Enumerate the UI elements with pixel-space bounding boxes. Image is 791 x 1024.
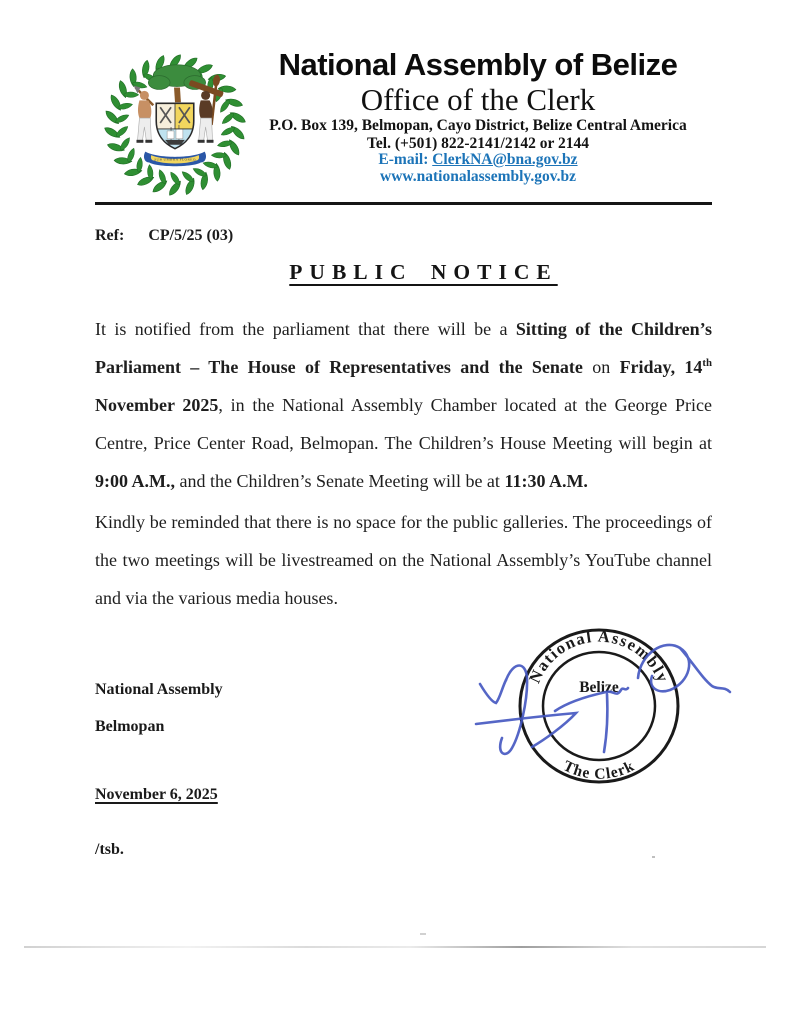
notice-title-wrap xyxy=(95,260,712,285)
email-label: E-mail: xyxy=(378,151,433,168)
stamp-belize-text: Belize xyxy=(579,679,619,696)
sender-org: National Assembly xyxy=(95,681,223,698)
reference-label: Ref: xyxy=(95,227,125,244)
org-name: National Assembly of Belize xyxy=(278,47,678,82)
email-link[interactable]: ClerkNA@bna.gov.bz xyxy=(432,151,578,168)
address-line: P.O. Box 139, Belmopan, Cayo District, Belize Central America xyxy=(269,117,687,134)
belize-coat-of-arms-logo xyxy=(96,46,254,204)
header-divider xyxy=(95,202,712,205)
letterhead xyxy=(252,48,704,185)
email-line xyxy=(252,152,704,169)
notice-date: November 6, 2025 xyxy=(95,786,218,803)
clerk-initials: /tsb. xyxy=(95,841,124,858)
notice-title: PUBLIC NOTICE xyxy=(289,260,558,284)
stamp-arc-top-text: National Assembly xyxy=(524,626,674,686)
motto-text: SUB UMBRA FLOREO xyxy=(154,157,196,162)
scan-speck xyxy=(652,856,655,858)
scan-speck xyxy=(420,933,426,935)
clerk-signature xyxy=(476,645,730,754)
clerk-stamp-and-signature xyxy=(468,616,748,812)
office-name: Office of the Clerk xyxy=(360,82,596,117)
reference-value: CP/5/25 (03) xyxy=(148,227,234,244)
sender-city: Belmopan xyxy=(95,718,165,735)
notice-paragraph-2: Kindly be reminded that there is no space for the public galleries. The proceedings of the two meetings will be livestreamed on the National Assembly’s YouTube channel and via the various media houses. xyxy=(95,512,712,608)
notice-paragraph-1: It is notified from the parliament that there will be a Sitting of the Children’s Parliament – The House of Representatives and the Senate on Friday, 14th November 2025, in the National Assembly Chamber located at the George Price Centre, Price Center Road, Belmopan. The Children’s House Meeting will begin at 9:00 A.M., and the Children’s Senate Meeting will be at 11:30 A.M. xyxy=(95,319,712,491)
website-line: www.nationalassembly.gov.bz xyxy=(380,167,576,185)
stamp-arc-bottom-text: The Clerk xyxy=(560,757,638,783)
telephone-line: Tel. (+501) 822-2141/2142 or 2144 xyxy=(367,134,589,152)
reference-line xyxy=(95,227,233,245)
scan-artifact-line xyxy=(24,946,766,948)
